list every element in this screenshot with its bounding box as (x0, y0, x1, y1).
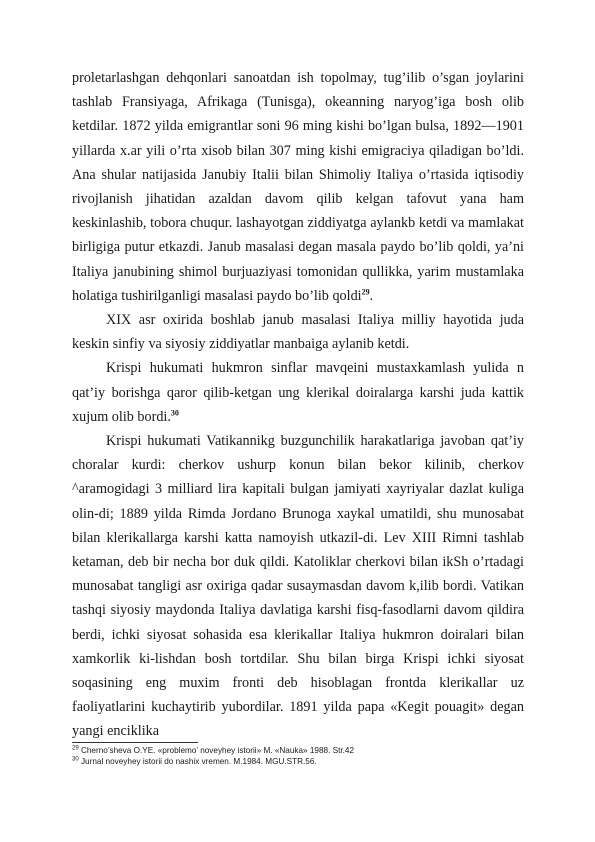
paragraph-southern-question (72, 308, 524, 356)
paragraph-vatican (72, 429, 524, 744)
document-body (72, 66, 524, 744)
paragraph-crispi-clerical (72, 356, 524, 429)
paragraph-tail: . (369, 287, 374, 304)
paragraph-text: Krispi hukumati Vatikannikg buzgunchilik harakatlariga javoban qat’iy choralar kurdi: cherkov ushurp konun bilan bekor kilinib, cherkov ^aramogidagi 3 milliard lira kapitali bulgan jamiyati xayriyalar dazlat kuliga olin-di; 1889 yilda Rimda Jordano Brunoga xaykal umatildi, shu munosabat bilan klerikallarga karshi katta namoyish utkazil-di. Lev XIII Rimni tashlab ketaman, deb bir necha bor duk qildi. Katoliklar cherkovi bilan ikSh o’rtadagi munosabat tangligi asr oxiriga qadar susaymasdan davom k,ilib bordi. Vatikan tashqi siyosiy maydonda Italiya davlatiga karshi fisq-fasodlarni davom qildira berdi, ichki siyosat sohasida esa klerikallar Italiya hukmron doiralari bilan xamkorlik ki-lishdan bosh tortdilar. Shu bilan birga Krispi ichki siyosat soqasining eng muxim fronti deb hisoblagan frontda klerikallar uz faoliyatlarini kuchaytirib yubordilar. 1891 yilda papa «Kegit pouagit» degan yangi enciklika (72, 433, 524, 740)
paragraph-text: Krispi hukumati hukmron sinflar mavqeini mustaxkamlash yulida n qat’iy borishga qaror qilib-ketgan ung klerikal doiralarga karshi juda kattik xujum olib bordi. (72, 360, 524, 425)
paragraph-emigration (72, 66, 524, 308)
footnote-29 (72, 745, 524, 756)
footnote-text: Cherno’sheva O.YE. «problemo’ noveyhey istorii» M. «Nauka» 1988. Str.42 (78, 746, 355, 755)
paragraph-text: proletarlashgan dehqonlari sanoatdan ish topolmay, tug’ilib o’sgan joylarini tashlab Fransiyaga, Afrikaga (Tunisga), okeanning naryog’iga bosh olib ketdilar. 1872 yilda emigrantlar soni 96 ming kishi bo’lgan bulsa, 1892—1901 yillarda x.ar yili o’rta xisob bilan 307 ming kishi emigraciya qiladigan bo’ldi. Ana shular natijasida Janubiy Italii bilan Shimoliy Italiya o’rtasida iqtisodiy rivojlanish jihatidan azaldan davom qilib kelgan tafovut yana ham keskinlashib, tobora chuqur. lashayotgan ziddiyatga aylankb ketdi va mamlakat birligiga putur etkazdi. Janub masalasi degan masala paydo bo’lib qoldi, ya’ni Italiya janubining shimol burjuaziyasi tomonidan qullikka, yarim mustamlaka holatiga tushirilganligi masalasi paydo bo’lib qoldi (72, 70, 524, 304)
footnote-ref-29[interactable]: 29 (361, 287, 370, 297)
footnote-ref-30[interactable]: 30 (170, 408, 179, 418)
footnote-30 (72, 756, 524, 767)
footnotes (72, 745, 524, 767)
footnote-divider (72, 742, 198, 743)
footnote-number: 29 (72, 745, 79, 752)
paragraph-text: XIX asr oxirida boshlab janub masalasi Italiya milliy hayotida juda keskin sinfiy va siyosiy ziddiyatlar manbaiga aylanib ketdi. (72, 312, 524, 353)
footnote-text: Jurnal noveyhey istorii do nashix vremen. M.1984. MGU.STR.56. (78, 757, 317, 766)
footnote-number: 30 (72, 756, 79, 763)
